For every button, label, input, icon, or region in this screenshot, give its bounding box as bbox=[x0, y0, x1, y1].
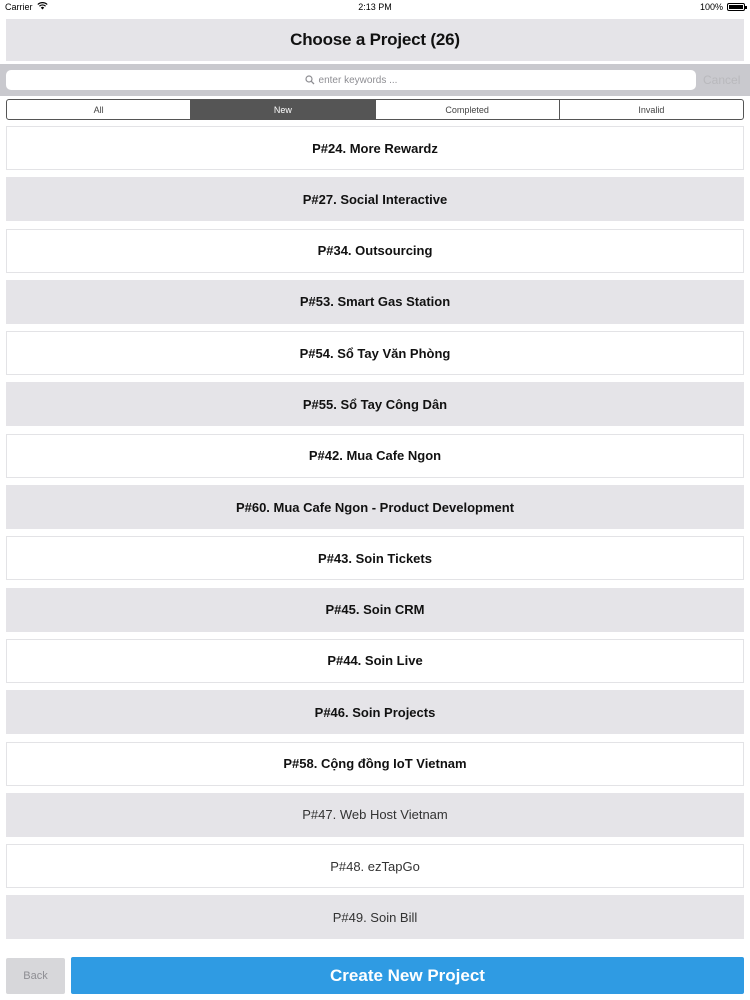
back-button[interactable]: Back bbox=[6, 958, 65, 994]
title-bar bbox=[6, 19, 744, 61]
status-bar bbox=[0, 0, 750, 14]
list-item[interactable]: P#60. Mua Cafe Ngon - Product Development bbox=[6, 485, 744, 529]
cancel-button[interactable]: Cancel bbox=[703, 73, 741, 87]
list-item[interactable]: P#49. Soin Bill bbox=[6, 895, 744, 939]
list-item[interactable]: P#48. ezTapGo bbox=[6, 844, 744, 888]
list-item[interactable]: P#55. Sổ Tay Công Dân bbox=[6, 382, 744, 426]
list-item[interactable]: P#58. Cộng đồng IoT Vietnam bbox=[6, 742, 744, 786]
list-item[interactable]: P#34. Outsourcing bbox=[6, 229, 744, 273]
list-item[interactable]: P#42. Mua Cafe Ngon bbox=[6, 434, 744, 478]
list-item[interactable]: P#46. Soin Projects bbox=[6, 690, 744, 734]
bottom-bar bbox=[0, 950, 750, 1000]
search-bar bbox=[0, 64, 750, 96]
list-item[interactable]: P#45. Soin CRM bbox=[6, 588, 744, 632]
search-input[interactable] bbox=[6, 70, 696, 90]
filter-tabs bbox=[6, 99, 744, 120]
tab-invalid[interactable]: Invalid bbox=[638, 104, 665, 115]
list-item[interactable]: P#47. Web Host Vietnam bbox=[6, 793, 744, 837]
clock: 2:13 PM bbox=[358, 2, 392, 12]
list-item[interactable]: P#54. Sổ Tay Văn Phòng bbox=[6, 331, 744, 375]
battery-percent: 100% bbox=[699, 2, 723, 12]
create-project-button[interactable]: Create New Project bbox=[71, 957, 744, 994]
tab-new[interactable]: New bbox=[191, 100, 375, 119]
tab-all[interactable]: All bbox=[7, 100, 191, 119]
list-item[interactable]: P#24. More Rewardz bbox=[6, 126, 744, 170]
carrier-label: Carrier bbox=[5, 2, 33, 12]
tab-completed[interactable]: Completed bbox=[376, 100, 560, 119]
page-title: Choose a Project (26) bbox=[290, 30, 460, 49]
search-icon bbox=[305, 75, 315, 85]
list-item[interactable]: P#44. Soin Live bbox=[6, 639, 744, 683]
project-list bbox=[6, 126, 744, 947]
list-item[interactable]: P#27. Social Interactive bbox=[6, 177, 744, 221]
list-item[interactable]: P#43. Soin Tickets bbox=[6, 536, 744, 580]
list-item[interactable]: P#53. Smart Gas Station bbox=[6, 280, 744, 324]
battery-icon bbox=[727, 3, 745, 11]
search-placeholder: enter keywords ... bbox=[318, 74, 398, 86]
